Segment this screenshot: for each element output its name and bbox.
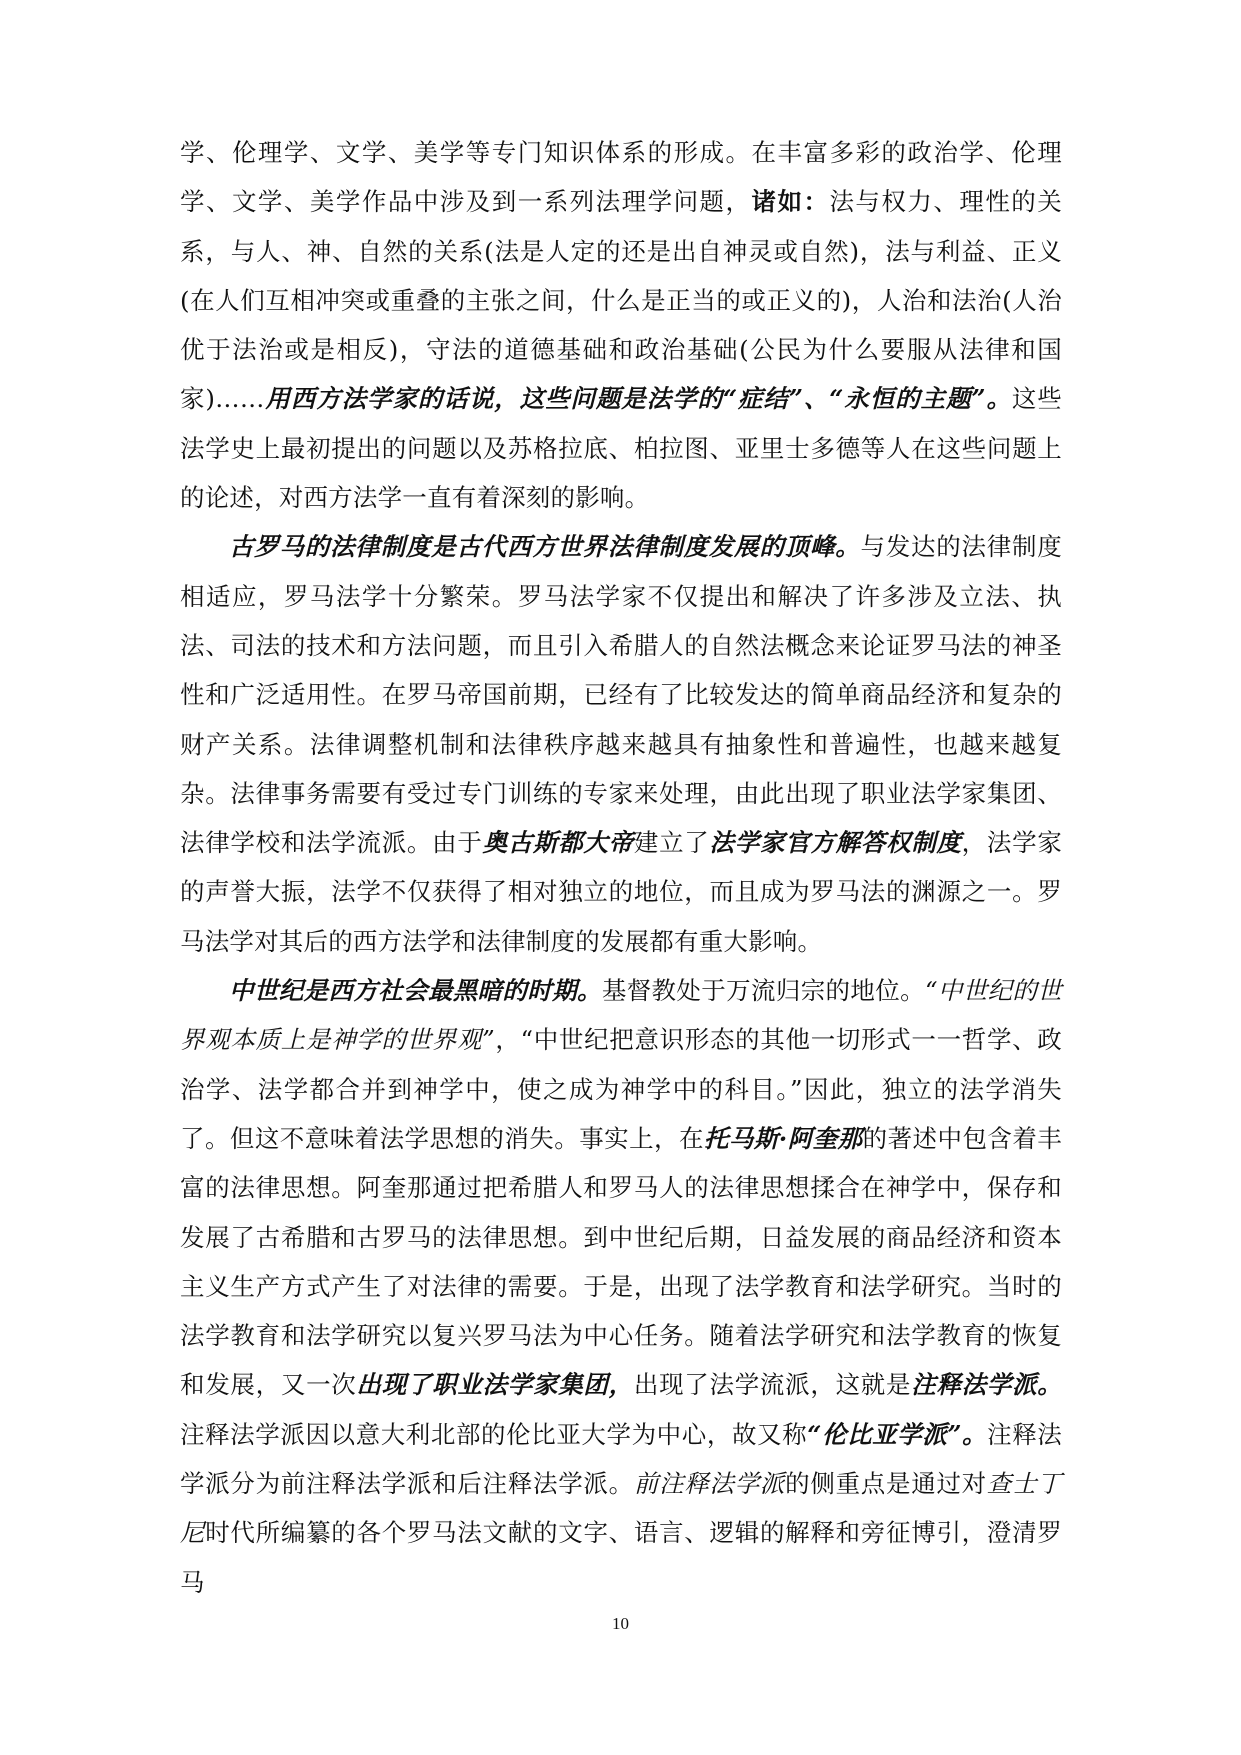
paragraph-2 bbox=[180, 522, 1062, 966]
emphasis-run: 诸如： bbox=[751, 187, 830, 217]
emphasis-run: 托马斯·阿奎那 bbox=[703, 1123, 863, 1153]
emphasis-run: “中世纪的世界观本质上是神学的世界观” bbox=[180, 976, 1062, 1055]
page-number: 10 bbox=[612, 1614, 629, 1633]
emphasis-run: 用西方法学家的话说，这些问题是法学的“症结”、“永恒的主题”。 bbox=[264, 384, 1012, 414]
emphasis-run: 奥古斯都大帝 bbox=[482, 828, 634, 858]
emphasis-run: “伦比亚学派”。 bbox=[807, 1419, 988, 1449]
paragraph-1 bbox=[180, 128, 1062, 522]
text-run: 与发达的法律制度相适应，罗马法学十分繁荣。罗马法学家不仅提出和解决了许多涉及立法、执法、司法的技术和方法问题，而且引入希腊人的自然法概念来论证罗马法的神圣性和广泛适用性。在罗马帝国前期，已经有了比较发达的简单商品经济和复杂的财产关系。法律调整机制和法律秩序越来越具有抽象性和普遍性，也越来越复杂。法律事务需要有受过专门训练的专家来处理，由此出现了职业法学家集团、法律学校和法学流派。由于 bbox=[180, 532, 1062, 858]
text-run: 的侧重点是通过对 bbox=[785, 1469, 987, 1499]
paragraph-3 bbox=[180, 966, 1062, 1607]
text-run: 基督教处于万流归宗的地位。 bbox=[601, 976, 925, 1006]
emphasis-run: 法学家官方解答权制度 bbox=[709, 828, 962, 858]
text-run: ，法学家的声誉大振，法学不仅获得了相对独立的地位，而且成为罗马法的渊源之一。罗马法学对其后的西方法学和法律制度的发展都有重大影响。 bbox=[180, 828, 1063, 956]
emphasis-run: 前注释法学派 bbox=[633, 1469, 786, 1499]
text-run: 建立了 bbox=[633, 828, 710, 858]
emphasis-run: 注释法学派。 bbox=[911, 1370, 1062, 1400]
text-run: 的著述中包含着丰富的法律思想。阿奎那通过把希腊人和罗马人的法律思想揉合在神学中，保存和发展了古希腊和古罗马的法律思想。到中世纪后期，日益发展的商品经济和资本主义生产方式产生了对法律的需要。于是，出现了法学教育和法学研究。当时的法学教育和法学研究以复兴罗马法为中心任务。随着法学研究和法学教育的恢复和发展，又一次 bbox=[180, 1123, 1062, 1400]
text-run: ，“中世纪把意识形态的其他一切形式一一哲学、政治学、法学都合并到神学中，使之成为神学中的科目。”因此，独立的法学消失了。但这不意味着法学思想的消失。事实上，在 bbox=[180, 1025, 1063, 1153]
text-run: 出现了法学流派，这就是 bbox=[633, 1370, 912, 1400]
emphasis-run: 中世纪是西方社会最黑暗的时期。 bbox=[229, 976, 602, 1006]
text-run: 注释法学派因以意大利北部的伦比亚大学为中心，故又称 bbox=[180, 1419, 808, 1449]
emphasis-run: 查士丁尼 bbox=[180, 1469, 1063, 1548]
emphasis-run: 出现了职业法学家集团， bbox=[356, 1370, 634, 1400]
text-run: 法与权力、理性的关系，与人、神、自然的关系(法是人定的还是出自神灵或自然)，法与利益、正义(在人们互相冲突或重叠的主张之间，什么是正当的或正义的)，人治和法治(人治优于法治或是相反)，守法的道德基础和政治基础(公民为什么要服从法律和国家)…… bbox=[180, 187, 1062, 414]
text-run: 学、伦理学、文学、美学等专门知识体系的形成。在丰富多彩的政治学、伦理学、文学、美学作品中涉及到一系列法理学问题， bbox=[180, 138, 1062, 217]
text-run: 注释法学派分为前注释法学派和后注释法学派。 bbox=[180, 1419, 1063, 1499]
emphasis-run: 古罗马的法律制度是古代西方世界法律制度发展的顶峰。 bbox=[229, 532, 861, 562]
text-run: 时代所编纂的各个罗马法文献的文字、语言、逻辑的解释和旁征博引，澄清罗马 bbox=[180, 1518, 1063, 1597]
body-text bbox=[180, 128, 1062, 1607]
text-run: 这些法学史上最初提出的问题以及苏格拉底、柏拉图、亚里士多德等人在这些问题上的论述，对西方法学一直有着深刻的影响。 bbox=[180, 384, 1063, 513]
